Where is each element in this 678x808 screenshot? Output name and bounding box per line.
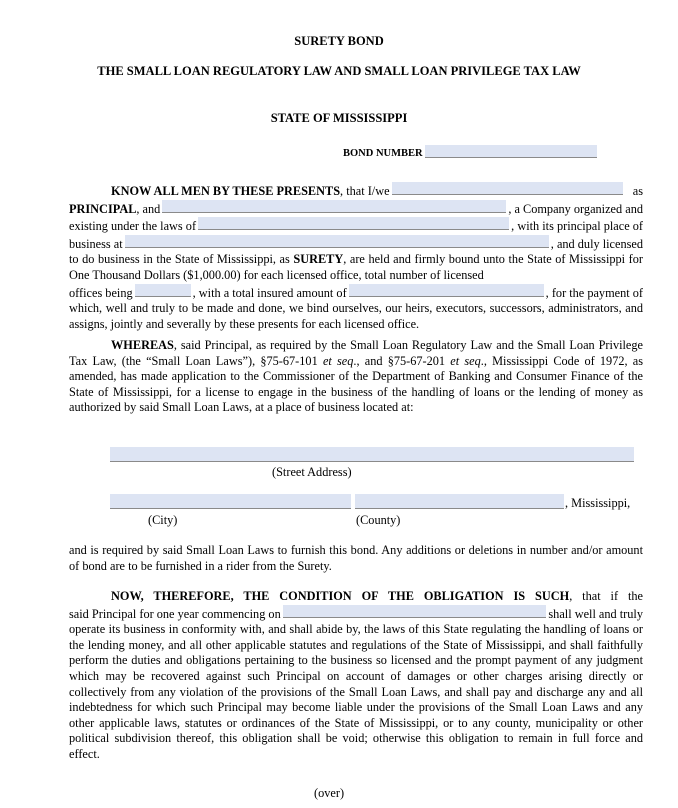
condition-paragraph: NOW, THEREFORE, THE CONDITION OF THE OBLIGATION IS SUCH, that if the said Principal for one year commencing on shall well and truly operate its business in conformity with, and shall abide by, the laws of this State regulating the handling of loans or the lending money, and all other applicable statutes and regulations of the State of Mississippi, and shall faithfully perform the duties and obligations pertaining to the business so licensed and the prompt payment of any judgment which may be recovered against such Principal on account of damages or other charges arising directly or collectively from any violation of the provisions of the Small Loan Laws, and shall pay and discharge any and all indebtedness for which such Principal may become liable under the provisions of the Small Loan Laws and any other applicable laws, statutes or ordinances of the State of Mississippi, or to any county, municipality or other political subdivision thereof, this obligation shall be void; otherwise this obligation to remain in full force and effect.	[69, 589, 644, 761]
street-address-field[interactable]	[110, 447, 634, 462]
know-all-men-lead: KNOW ALL MEN BY THESE PRESENTS	[111, 184, 341, 198]
name-field[interactable]	[392, 182, 623, 195]
bond-number-row	[343, 145, 597, 159]
state-title: STATE OF MISSISSIPPI	[270, 111, 408, 125]
law-title: THE SMALL LOAN REGULATORY LAW AND SMALL LOAN PRIVILEGE TAX LAW	[97, 64, 581, 78]
street-address-label: (Street Address)	[272, 465, 352, 479]
offices-count-field[interactable]	[135, 284, 191, 297]
whereas-paragraph: WHEREAS, said Principal, as required by the Small Loan Regulatory Law and the Small Loan Privilege Tax Law, (the “Small Loan Laws”), §75-67-101 et seq., and §75-67-201 et seq., Mississippi Code of 1972, as amended, has made application to the Commissioner of the Department of Banking and Consumer Finance of the State of Mississippi, for a license to engage in the business of the handling of loans or the lending of money as authorized by said Small Loan Laws, at a place of business located at:	[69, 338, 644, 415]
county-field[interactable]	[355, 494, 564, 509]
bond-number-label: BOND NUMBER	[343, 148, 423, 159]
insured-amount-field[interactable]	[349, 284, 544, 297]
surety-company-field[interactable]	[162, 200, 506, 213]
document-title: SURETY BOND	[294, 34, 384, 48]
bond-number-field[interactable]	[425, 145, 597, 158]
over-label: (over)	[314, 786, 345, 800]
city-label: (City)	[148, 513, 178, 527]
rider-paragraph: and is required by said Small Loan Laws to furnish this bond. Any additions or deletions in number and/or amount of bond are to be furnished in a rider from the Surety.	[69, 543, 643, 573]
city-field[interactable]	[110, 494, 351, 509]
business-address-field[interactable]	[125, 235, 549, 248]
laws-of-field[interactable]	[198, 217, 509, 230]
mississippi-suffix: , Mississippi,	[565, 496, 631, 510]
county-label: (County)	[356, 513, 401, 527]
know-all-men-paragraph: KNOW ALL MEN BY THESE PRESENTS , that I/we as PRINCIPAL , and , a Company organized and existing under the laws of , with its principal place of business at , and duly licensed to do business in the State of Mississippi, as SURETY, are held and firmly bound unto the State of Mississippi for One Thousand Dollars ($1,000.00) for each licensed office, total number of licensed offices being , with a total insured amount of , for the payment of which, well and truly to be made and done, we bind ourselves, our heirs, executors, successors, administrators, and assigns, jointly and severally by these presents for each licensed office.	[69, 184, 643, 331]
commencing-date-field[interactable]	[283, 605, 547, 618]
